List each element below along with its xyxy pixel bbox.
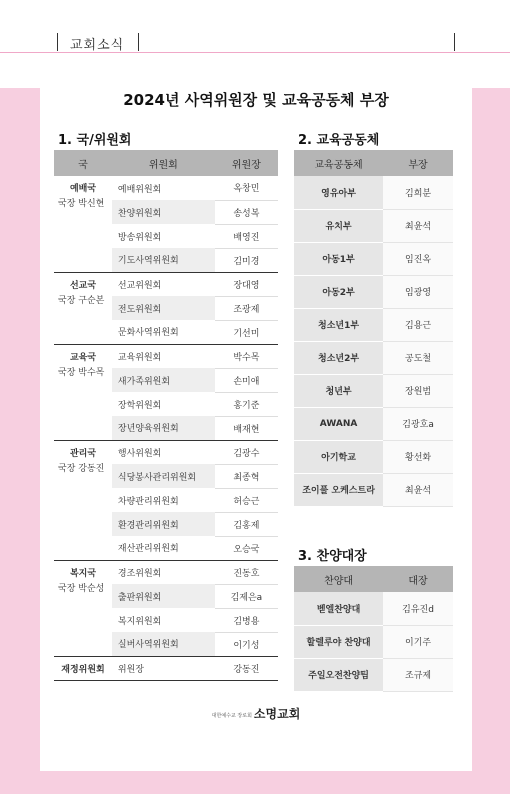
leader-cell: 김광호a bbox=[383, 407, 453, 440]
table-row bbox=[294, 308, 453, 341]
name-cell: 청년부 bbox=[294, 374, 383, 407]
chair-cell: 김병용 bbox=[215, 608, 278, 632]
col-dept: 국 bbox=[54, 150, 112, 176]
education-table-header bbox=[294, 150, 453, 176]
committee-cell: 차량관리위원회 bbox=[112, 488, 215, 512]
document-sheet bbox=[40, 57, 472, 771]
committee-cell: 예배위원회 bbox=[112, 176, 215, 200]
dept-cell bbox=[54, 344, 112, 440]
table-row bbox=[294, 407, 453, 440]
choir-table bbox=[294, 566, 453, 692]
leader-cell: 공도철 bbox=[383, 341, 453, 374]
chair-cell: 최종혁 bbox=[215, 464, 278, 488]
logo-church-name: 소명교회 bbox=[253, 707, 301, 721]
dept-name: 재정위원회 bbox=[61, 664, 105, 675]
chair-cell: 배재현 bbox=[215, 416, 278, 440]
col-chair: 위원장 bbox=[215, 150, 278, 176]
leader-cell: 김희분 bbox=[383, 176, 453, 209]
table-row bbox=[294, 440, 453, 473]
leader-cell: 최윤석 bbox=[383, 209, 453, 242]
table-row bbox=[294, 374, 453, 407]
table-row bbox=[54, 440, 278, 464]
committee-cell: 문화사역위원회 bbox=[112, 320, 215, 344]
table-row bbox=[294, 341, 453, 374]
leader-cell: 김유진d bbox=[383, 592, 453, 625]
education-table bbox=[294, 150, 453, 507]
header-divider-far-right bbox=[454, 33, 455, 51]
table-row bbox=[54, 560, 278, 584]
name-cell: 주일오전찬양팀 bbox=[294, 658, 383, 691]
chair-cell: 장대영 bbox=[215, 272, 278, 296]
committee-cell: 방송위원회 bbox=[112, 224, 215, 248]
choir-table-header bbox=[294, 566, 453, 592]
chair-cell: 손미애 bbox=[215, 368, 278, 392]
header-title: 교회소식 bbox=[70, 38, 125, 53]
name-cell: AWANA bbox=[294, 407, 383, 440]
table-row bbox=[294, 658, 453, 691]
table-row bbox=[294, 473, 453, 506]
logo-denomination: 대한예수교 장로회 bbox=[211, 712, 252, 719]
name-cell: 벧엘찬양대 bbox=[294, 592, 383, 625]
committee-cell: 위원장 bbox=[112, 656, 215, 680]
name-cell: 할렐루야 찬양대 bbox=[294, 625, 383, 658]
dept-name: 교육국 bbox=[69, 352, 97, 363]
leader-cell: 장원범 bbox=[383, 374, 453, 407]
education-table-body bbox=[294, 176, 453, 506]
col-community: 교육공동체 bbox=[294, 150, 383, 176]
col-committee: 위원회 bbox=[112, 150, 215, 176]
chair-cell: 김제은a bbox=[215, 584, 278, 608]
table-row bbox=[294, 592, 453, 625]
name-cell: 청소년2부 bbox=[294, 341, 383, 374]
chair-cell: 진동호 bbox=[215, 560, 278, 584]
committee-cell: 실버사역위원회 bbox=[112, 632, 215, 656]
section3-title: 3. 찬양대장 bbox=[298, 549, 367, 564]
committee-cell: 출판위원회 bbox=[112, 584, 215, 608]
chair-cell: 조광제 bbox=[215, 296, 278, 320]
committee-cell: 기도사역위원회 bbox=[112, 248, 215, 272]
dept-head: 국장 강동진 bbox=[58, 463, 105, 474]
committee-table-header bbox=[54, 150, 278, 176]
leader-cell: 최윤석 bbox=[383, 473, 453, 506]
dept-cell bbox=[54, 560, 112, 656]
chair-cell: 배영진 bbox=[215, 224, 278, 248]
dept-head: 국장 박순성 bbox=[58, 583, 105, 594]
table-row bbox=[294, 176, 453, 209]
dept-cell bbox=[54, 176, 112, 272]
dept-name: 관리국 bbox=[69, 448, 97, 459]
dept-cell bbox=[54, 440, 112, 560]
table-row bbox=[294, 275, 453, 308]
committee-cell: 행사위원회 bbox=[112, 440, 215, 464]
chair-cell: 이기성 bbox=[215, 632, 278, 656]
dept-head: 국장 박수목 bbox=[58, 367, 105, 378]
header-divider-right bbox=[138, 33, 139, 51]
chair-cell: 허승근 bbox=[215, 488, 278, 512]
committee-cell: 장년양육위원회 bbox=[112, 416, 215, 440]
table-row bbox=[54, 656, 278, 680]
committee-cell: 장학위원회 bbox=[112, 392, 215, 416]
leader-cell: 김용근 bbox=[383, 308, 453, 341]
committee-cell: 환경관리위원회 bbox=[112, 512, 215, 536]
leader-cell: 황선화 bbox=[383, 440, 453, 473]
church-logo bbox=[40, 705, 472, 722]
name-cell: 영유아부 bbox=[294, 176, 383, 209]
table-row bbox=[54, 176, 278, 200]
committee-cell: 찬양위원회 bbox=[112, 200, 215, 224]
name-cell: 아동2부 bbox=[294, 275, 383, 308]
dept-head: 국장 박신현 bbox=[58, 199, 105, 209]
section1-title: 1. 국/위원회 bbox=[58, 133, 132, 148]
dept-name: 복지국 bbox=[69, 568, 97, 579]
chair-cell: 송성복 bbox=[215, 200, 278, 224]
name-cell: 청소년1부 bbox=[294, 308, 383, 341]
leader-cell: 임진옥 bbox=[383, 242, 453, 275]
choir-table-body bbox=[294, 592, 453, 691]
dept-name: 선교국 bbox=[69, 280, 97, 291]
leader-cell: 조규제 bbox=[383, 658, 453, 691]
dept-cell bbox=[54, 272, 112, 344]
dept-cell bbox=[54, 656, 112, 680]
chair-cell: 김홍제 bbox=[215, 512, 278, 536]
document-title: 2024년 사역위원장 및 교육공동체 부장 bbox=[123, 91, 389, 109]
chair-cell: 강동진 bbox=[215, 656, 278, 680]
committee-table-body bbox=[54, 176, 278, 680]
committee-cell: 전도위원회 bbox=[112, 296, 215, 320]
section2-title: 2. 교육공동체 bbox=[298, 133, 380, 148]
col-captain: 대장 bbox=[383, 566, 453, 592]
col-choir: 찬양대 bbox=[294, 566, 383, 592]
table-row bbox=[294, 209, 453, 242]
chair-cell: 박수목 bbox=[215, 344, 278, 368]
chair-cell: 기선미 bbox=[215, 320, 278, 344]
committee-cell: 재산관리위원회 bbox=[112, 536, 215, 560]
leader-cell: 이기주 bbox=[383, 625, 453, 658]
committee-table bbox=[54, 150, 278, 681]
name-cell: 아동1부 bbox=[294, 242, 383, 275]
header-divider-left bbox=[57, 33, 58, 51]
table-row bbox=[54, 272, 278, 296]
committee-cell: 경조위원회 bbox=[112, 560, 215, 584]
dept-head: 국장 구순본 bbox=[58, 295, 105, 306]
committee-cell: 선교위원회 bbox=[112, 272, 215, 296]
chair-cell: 옥창민 bbox=[215, 176, 278, 200]
chair-cell: 오승국 bbox=[215, 536, 278, 560]
chair-cell: 김미경 bbox=[215, 248, 278, 272]
committee-cell: 복지위원회 bbox=[112, 608, 215, 632]
name-cell: 아기학교 bbox=[294, 440, 383, 473]
table-row bbox=[294, 625, 453, 658]
name-cell: 조이풀 오케스트라 bbox=[294, 473, 383, 506]
chair-cell: 김광수 bbox=[215, 440, 278, 464]
table-row bbox=[294, 242, 453, 275]
name-cell: 유치부 bbox=[294, 209, 383, 242]
committee-cell: 식당봉사관리위원회 bbox=[112, 464, 215, 488]
chair-cell: 홍기준 bbox=[215, 392, 278, 416]
committee-cell: 교육위원회 bbox=[112, 344, 215, 368]
committee-cell: 새가족위원회 bbox=[112, 368, 215, 392]
col-leader: 부장 bbox=[383, 150, 453, 176]
leader-cell: 임광영 bbox=[383, 275, 453, 308]
dept-name: 예배국 bbox=[69, 184, 97, 194]
table-row bbox=[54, 344, 278, 368]
